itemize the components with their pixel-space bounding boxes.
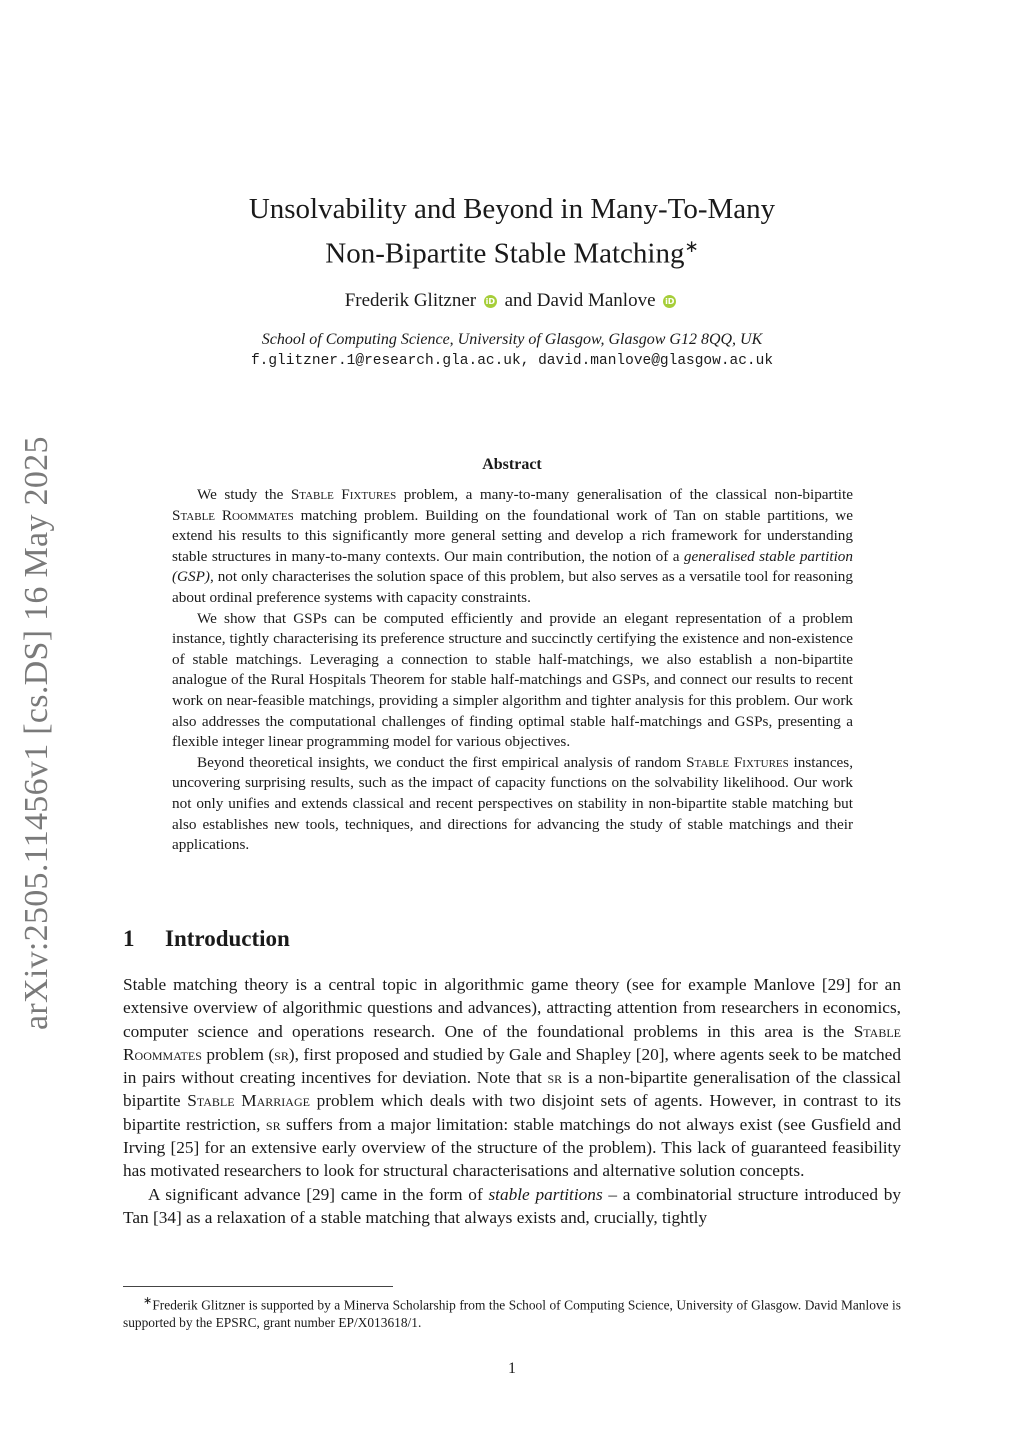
page-number: 1	[508, 1360, 516, 1377]
author-list	[0, 290, 1024, 312]
emphasis: stable partitions	[488, 1184, 603, 1204]
abstract-body	[172, 485, 853, 856]
emphasis: generalised stable partition (GSP)	[172, 547, 853, 586]
abstract-paragraph-1	[172, 485, 853, 609]
footnote-divider	[123, 1286, 393, 1287]
text-run: matching problem. Building on the foundational work of Tan on stable partitions, we extend his results to this significantly more general setting and develop a rich framework for understanding stable structures in many-to-many contexts. Our main contribution, the notion of a	[172, 506, 853, 565]
text-run: problem, a many-to-many generalisation of the classical non-bipartite	[396, 486, 853, 503]
text-run: , not only characterises the solution space of this problem, but also serves as a versatile tool for reasoning about ordinal preference systems with capacity constraints.	[172, 568, 853, 606]
title-footnote-mark: ∗	[684, 237, 699, 256]
title-line-2	[0, 228, 1024, 273]
footnote-mark: ∗	[143, 1295, 153, 1307]
problem-name: Stable Fixtures	[290, 486, 397, 503]
abstract-paragraph-3	[172, 753, 853, 856]
text-run: is a non-bipartite generalisation of the classical bipartite	[123, 1068, 902, 1111]
text-run: We study the	[197, 486, 291, 503]
text-run: problem (	[201, 1044, 275, 1064]
text-run: problem which deals with two disjoint sets of agents. However, in contrast to its bipartite restriction,	[123, 1091, 901, 1134]
abstract-heading: Abstract	[482, 456, 542, 473]
section-heading	[123, 926, 290, 952]
text-run: ), first proposed and studied by Gale and Shapley [20], where agents seek to be matched in pairs without creating incentives for deviation. Note that	[123, 1044, 901, 1088]
affiliation: School of Computing Science, University of Glasgow, Glasgow G12 8QQ, UK	[261, 331, 763, 348]
arxiv-identifier: arXiv:2505.11456v1 [cs.DS] 16 May 2025	[18, 436, 55, 1030]
text-run: Stable matching theory is a central topic in algorithmic game theory (see for example Manlove [29] for an extensive overview of algorithmic questions and advances), attracting attention from researchers in economics, computer science and operations research. One of the foundational problems in this area is the	[123, 975, 901, 1041]
title-line-1: Unsolvability and Beyond in Many-To-Many	[248, 193, 776, 225]
intro-paragraph-2	[123, 1183, 901, 1230]
footnote-text: Frederik Glitzner is supported by a Minerva Scholarship from the School of Computing Science, University of Glasgow. David Manlove is supported by the EPSRC, grant number EP/X013618/1.	[123, 1297, 901, 1331]
intro-paragraph-1	[123, 973, 901, 1183]
text-run: suffers from a major limitation: stable matchings do not always exist (see Gusfield and Irving [25] for an extensive early overview of the structure of the problem). This lack of guaranteed feasibility has motivated researchers to look for structural characterisations and alternative solution concepts.	[123, 1114, 902, 1181]
problem-name: Stable Marriage	[187, 1091, 310, 1111]
footnote	[123, 1292, 901, 1332]
text-run: A significant advance [29] came in the form of	[148, 1184, 489, 1204]
author-name-2: David Manlove	[536, 290, 656, 311]
text-run: instances, uncovering surprising results, such as the impact of capacity functions on the solvability likelihood. Our work not only unifies and extends classical and recent perspectives on stability in non-bipartite stable matching but also establishes new tools, techniques, and directions for advancing the study of stable matchings and their applications.	[172, 753, 854, 854]
problem-name: Stable Roommates	[172, 506, 294, 524]
author-conjunction: and	[504, 290, 533, 311]
text-run: – a combinatorial structure introduced by Tan [34] as a relaxation of a stable matching that always exists and, crucially, tightly	[123, 1184, 901, 1227]
orcid-icon[interactable]: iD	[665, 297, 675, 306]
problem-abbrev: sr	[274, 1044, 289, 1064]
paper-title	[0, 190, 1024, 273]
problem-abbrev: sr	[265, 1114, 281, 1134]
problem-name: Stable Fixtures	[686, 753, 789, 771]
title-line-2-text: Non-Bipartite Stable Matching	[325, 237, 685, 270]
introduction-body	[123, 973, 901, 1229]
author-name-1: Frederik Glitzner	[344, 290, 477, 311]
text-run: Beyond theoretical insights, we conduct the first empirical analysis of random	[197, 753, 687, 771]
abstract-paragraph-2: We show that GSPs can be computed efficiently and provide an elegant representation of a problem instance, tightly characterising its preference structure and succinctly certifying the existence and non-existence of stable matchings. Leveraging a connection to stable half-matchings, we also establish a non-bipartite analogue of the Rural Hospitals Theorem for stable half-matchings and GSPs, and connect our results to recent work on near-feasible matchings, providing a simpler algorithm and tighter analysis for this problem. Our work also addresses the computational challenges of finding optimal stable half-matchings and GSPs, presenting a flexible integer linear programming model for various objectives.	[172, 609, 853, 751]
orcid-icon[interactable]: iD	[485, 297, 496, 306]
author-emails[interactable]: f.glitzner.1@research.gla.ac.uk, david.manlove@glasgow.ac.uk	[250, 353, 774, 369]
problem-name: Stable Roommates	[123, 1021, 901, 1064]
problem-abbrev: sr	[547, 1068, 563, 1088]
section-number: 1	[123, 926, 135, 951]
section-title: Introduction	[165, 926, 290, 951]
